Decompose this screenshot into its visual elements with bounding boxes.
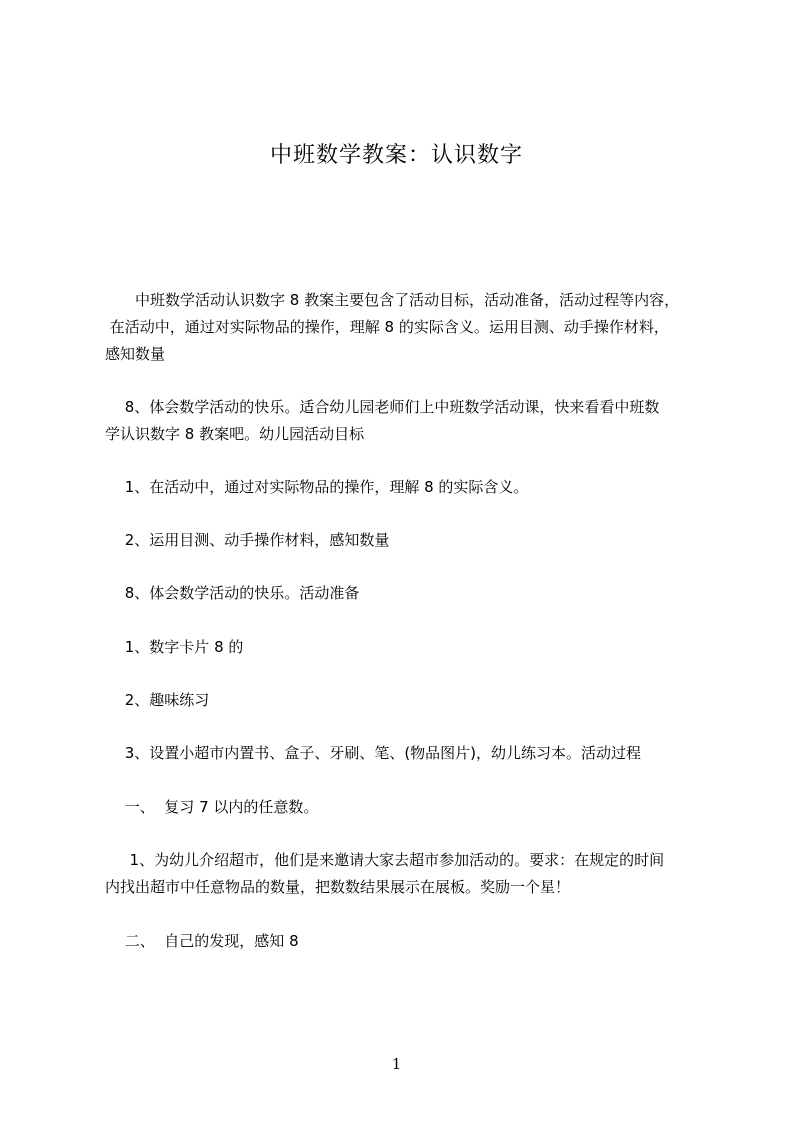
- paragraph-goal-3: 8、体会数学活动的快乐。活动准备: [105, 584, 360, 602]
- paragraph-goal-2: 2、运用目测、动手操作材料，感知数量: [105, 531, 390, 549]
- page-number: 1: [391, 1055, 402, 1073]
- document-title: 中班数学教案：认识数字: [269, 143, 523, 168]
- paragraph-goals-intro: 8、体会数学活动的快乐。适合幼儿园老师们上中班数学活动课，快来看看中班数 学认识数字 8 教案吧。幼儿园活动目标: [105, 398, 660, 443]
- paragraph-goal-1: 1、在活动中，通过对实际物品的操作，理解 8 的实际含义。: [105, 478, 529, 496]
- paragraph-process-2: 二、 自己的发现，感知 8: [105, 932, 299, 950]
- paragraph-prep-3: 3、设置小超市内置书、盒子、牙刷、笔、(物品图片)，幼儿练习本。活动过程: [105, 744, 642, 762]
- paragraph-intro: 中班数学活动认识数字 8 教案主要包含了活动目标，活动准备，活动过程等内容， 在活动中，通过对实际物品的操作，理解 8 的实际含义。运用目测、动手操作材料， 感知数量: [105, 291, 680, 363]
- paragraph-process-1-1: 1、为幼儿介绍超市，他们是来邀请大家去超市参加活动的。要求：在规定的时间 内找出超市中任意物品的数量，把数数结果展示在展板。奖励一个星！: [105, 851, 665, 896]
- paragraph-prep-1: 1、数字卡片 8 的: [105, 638, 244, 656]
- paragraph-prep-2: 2、趣味练习: [105, 691, 210, 709]
- paragraph-process-1: 一、 复习 7 以内的任意数。: [105, 798, 319, 816]
